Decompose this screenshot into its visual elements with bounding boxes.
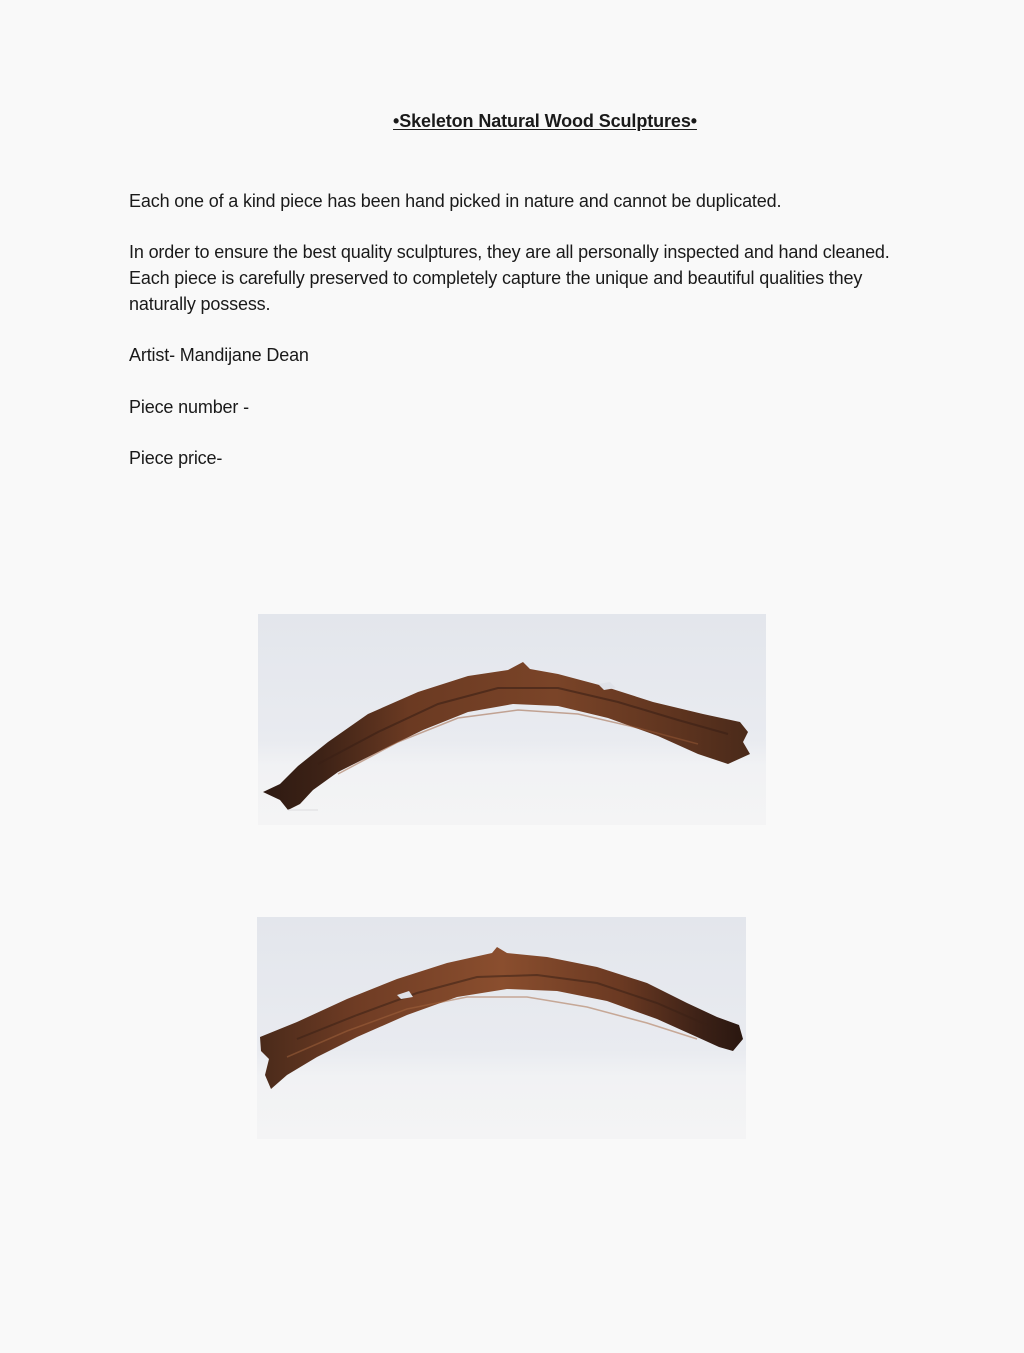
- sculpture-photo-1: [258, 614, 766, 825]
- piece-price-line: Piece price-: [129, 448, 223, 468]
- driftwood-image-2: [257, 917, 746, 1139]
- description-paragraph: Each one of a kind piece has been hand picked in nature and cannot be duplicated.: [129, 191, 782, 211]
- quality-paragraph: In order to ensure the best quality sculptures, they are all personally inspected and hand cleaned. Each piece is carefully preserved to completely capture the unique and beautiful qualities they naturally possess.: [129, 242, 890, 314]
- piece-number-line: Piece number -: [129, 397, 249, 417]
- artist-line: Artist- Mandijane Dean: [129, 345, 309, 365]
- document-title: •Skeleton Natural Wood Sculptures•: [393, 111, 697, 131]
- driftwood-image-1: [258, 614, 766, 825]
- sculpture-photo-2: [257, 917, 746, 1139]
